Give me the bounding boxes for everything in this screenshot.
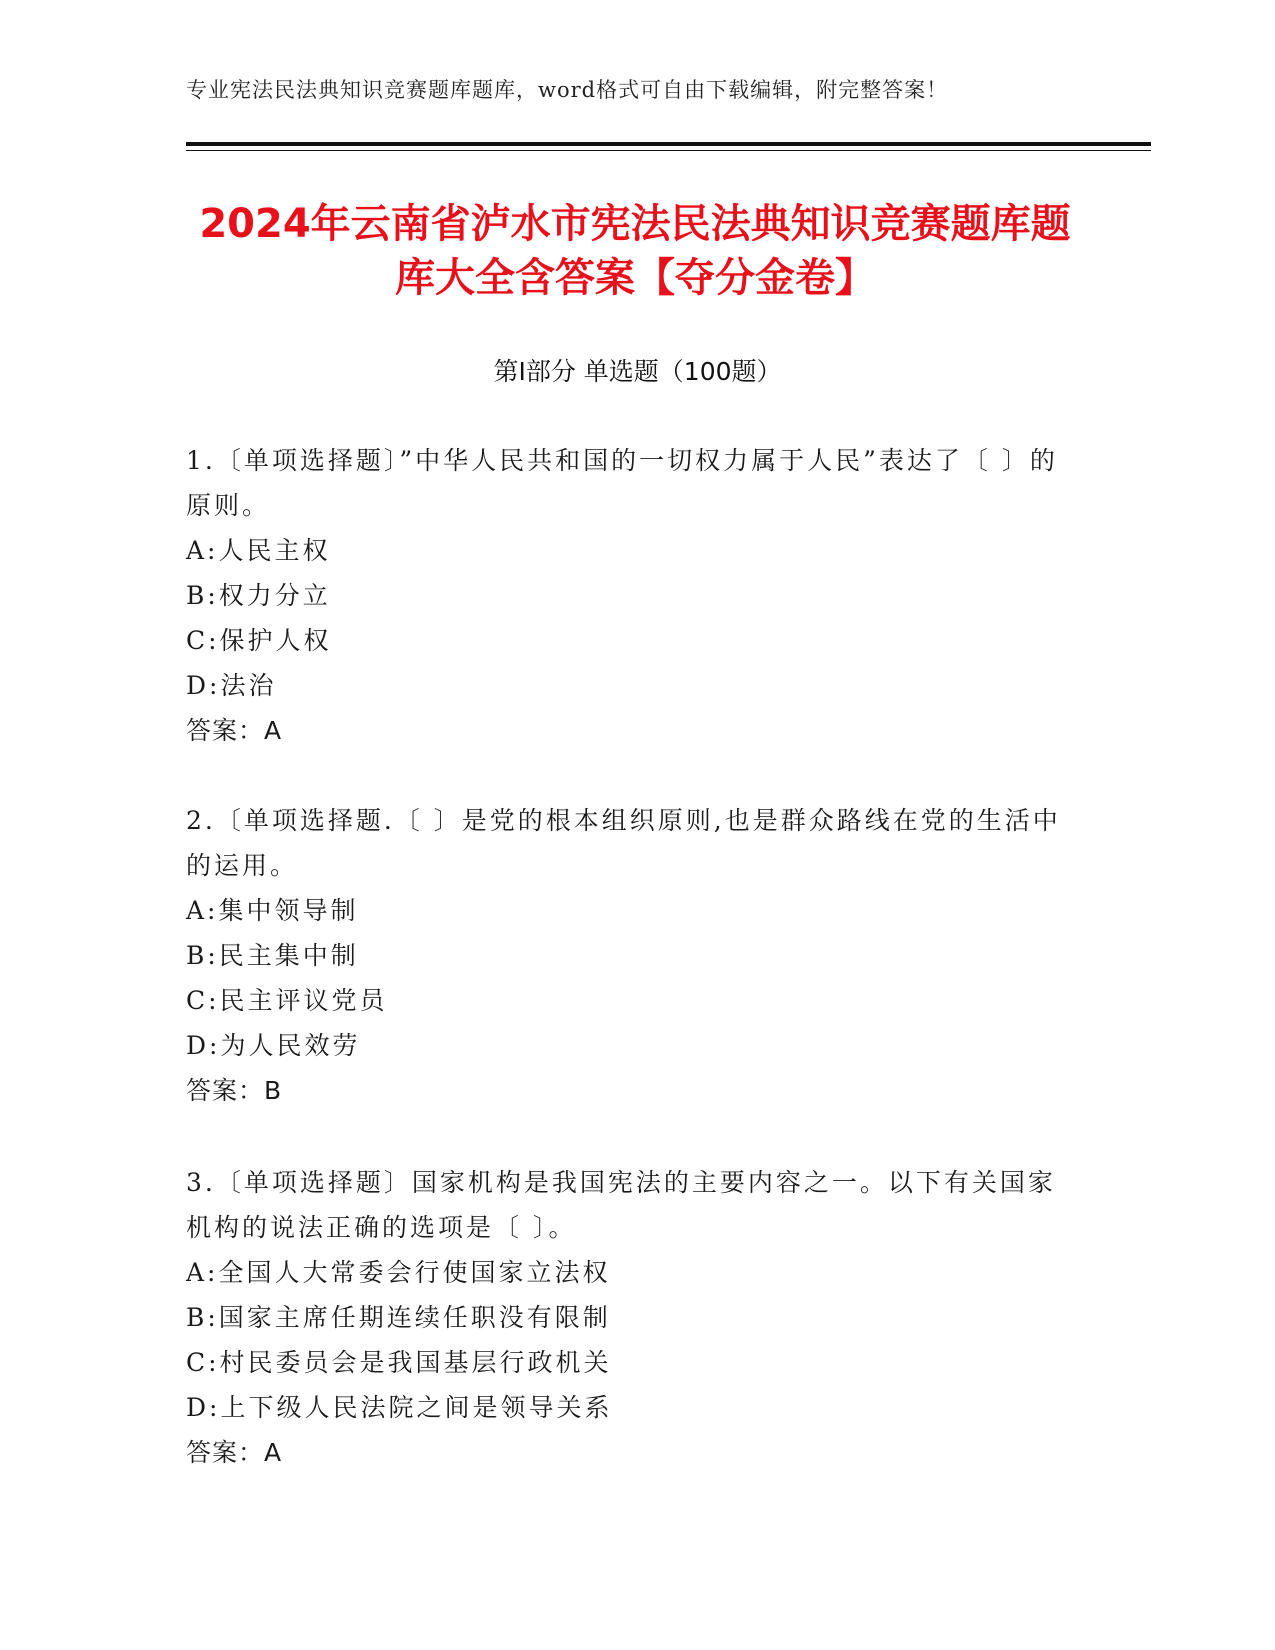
answer: 答案：A	[186, 1438, 283, 1467]
section-title: 第Ⅰ部分 单选题（100题）	[493, 357, 782, 386]
option-c: C:保护人权	[186, 626, 332, 655]
option-a: A:人民主权	[186, 536, 331, 565]
question-stem: 1.〔单项选择题〕”中华人民共和国的一切权力属于人民”表达了〔 〕的原则。	[186, 446, 1058, 520]
header-rule-thin	[186, 150, 1151, 151]
option-d: D:为人民效劳	[186, 1031, 361, 1060]
option-a: A:集中领导制	[186, 896, 359, 925]
option-c: C:民主评议党员	[186, 986, 388, 1015]
document-title: 2024年云南省泸水市宪法民法典知识竞赛题库题库大全含答案【夺分金卷】	[199, 201, 1071, 301]
option-b: B:权力分立	[186, 581, 331, 610]
option-d: D:法治	[186, 671, 277, 700]
question-stem: 2.〔单项选择题.〔 〕是党的根本组织原则,也是群众路线在党的生活中的运用。	[186, 806, 1061, 880]
question-stem: 3.〔单项选择题〕国家机构是我国宪法的主要内容之一。以下有关国家机构的说法正确的选项是〔 〕。	[186, 1168, 1056, 1242]
option-a: A:全国人大常委会行使国家立法权	[186, 1258, 611, 1287]
option-c: C:村民委员会是我国基层行政机关	[186, 1348, 612, 1377]
question-1	[186, 438, 1066, 753]
header-rule-thick	[186, 142, 1151, 146]
page-header: 专业宪法民法典知识竞赛题库题库，word格式可自由下载编辑，附完整答案！	[186, 78, 949, 102]
answer: 答案：A	[186, 716, 283, 745]
option-b: B:民主集中制	[186, 941, 359, 970]
option-b: B:国家主席任期连续任职没有限制	[186, 1303, 611, 1332]
question-2	[186, 798, 1066, 1113]
question-3	[186, 1160, 1066, 1475]
answer: 答案：B	[186, 1076, 283, 1105]
option-d: D:上下级人民法院之间是领导关系	[186, 1393, 613, 1422]
